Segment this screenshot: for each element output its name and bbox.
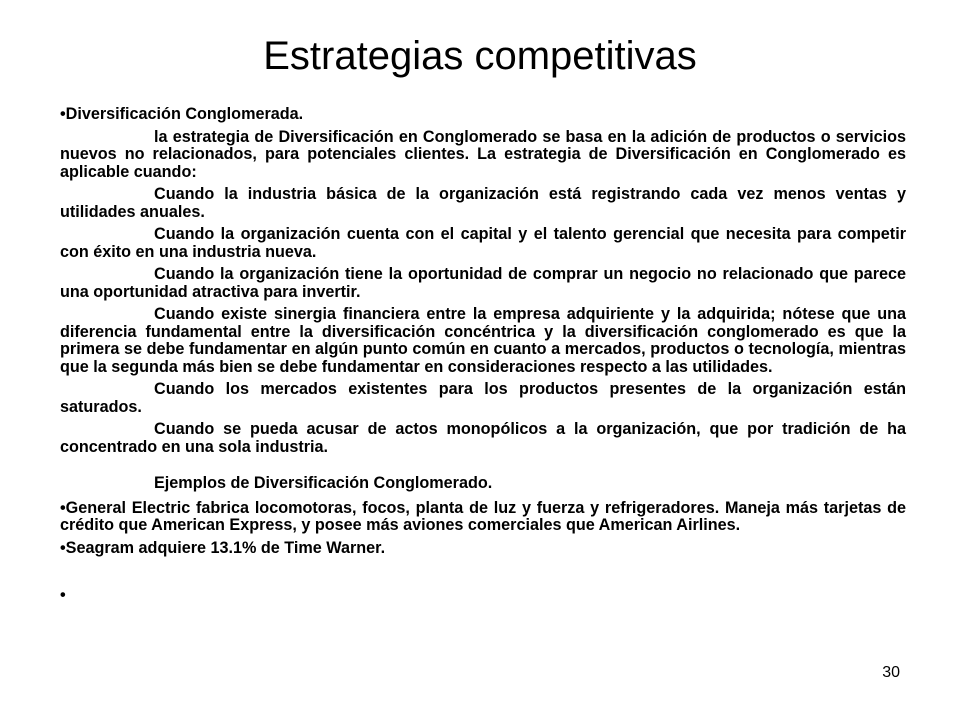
condition-paragraph: Cuando existe sinergia financiera entre la empresa adquiriente y la adquirida; nótese que una diferencia fundamental entre la diversificación concéntrica y la diversificación conglomerado es que la primera se debe fundamentar en algún punto común en cuanto a mercados, productos o tecnología, mientras que la segunda más bien se debe fundamentar en consideraciones respecto a las utilidades. xyxy=(60,305,906,376)
empty-bullet-item xyxy=(60,587,906,605)
condition-paragraph: Cuando la organización cuenta con el capital y el talento gerencial que necesita para competir con éxito en una industria nueva. xyxy=(60,225,906,261)
section-heading: Diversificación Conglomerada. xyxy=(65,105,304,123)
example-text: General Electric fabrica locomotoras, focos, planta de luz y fuerza y refrigeradores. Maneja más tarjetas de crédito que American Express, y posee más aviones comerciales que American Airlines. xyxy=(60,498,906,534)
bullet-icon: • xyxy=(60,105,66,123)
example-item xyxy=(60,540,906,558)
condition-paragraph: Cuando la organización tiene la oportunidad de comprar un negocio no relacionado que parece una oportunidad atractiva para invertir. xyxy=(60,265,906,301)
intro-paragraph: la estrategia de Diversificación en Conglomerado se basa en la adición de productos o servicios nuevos no relacionados, para potenciales clientes. La estrategia de Diversificación en Conglomerado es aplicable cuando: xyxy=(60,127,906,181)
bullet-icon: • xyxy=(60,538,66,557)
bullet-icon: • xyxy=(60,498,66,517)
section-heading-item xyxy=(60,106,906,124)
condition-paragraph: Cuando los mercados existentes para los productos presentes de la organización están saturados. xyxy=(60,380,906,416)
slide-title: Estrategias competitivas xyxy=(263,34,697,78)
condition-paragraph: Cuando la industria básica de la organización está registrando cada vez menos ventas y utilidades anuales. xyxy=(60,185,906,221)
example-text: Seagram adquiere 13.1% de Time Warner. xyxy=(65,538,386,557)
bullet-icon: • xyxy=(60,586,66,604)
condition-paragraph: Cuando se pueda acusar de actos monopólicos a la organización, que por tradición de ha concentrado en una sola industria. xyxy=(60,420,906,456)
page-number: 30 xyxy=(882,664,900,681)
examples-heading: Ejemplos de Diversificación Conglomerado. xyxy=(154,474,493,492)
slide-body xyxy=(60,106,906,610)
example-item xyxy=(60,500,906,535)
